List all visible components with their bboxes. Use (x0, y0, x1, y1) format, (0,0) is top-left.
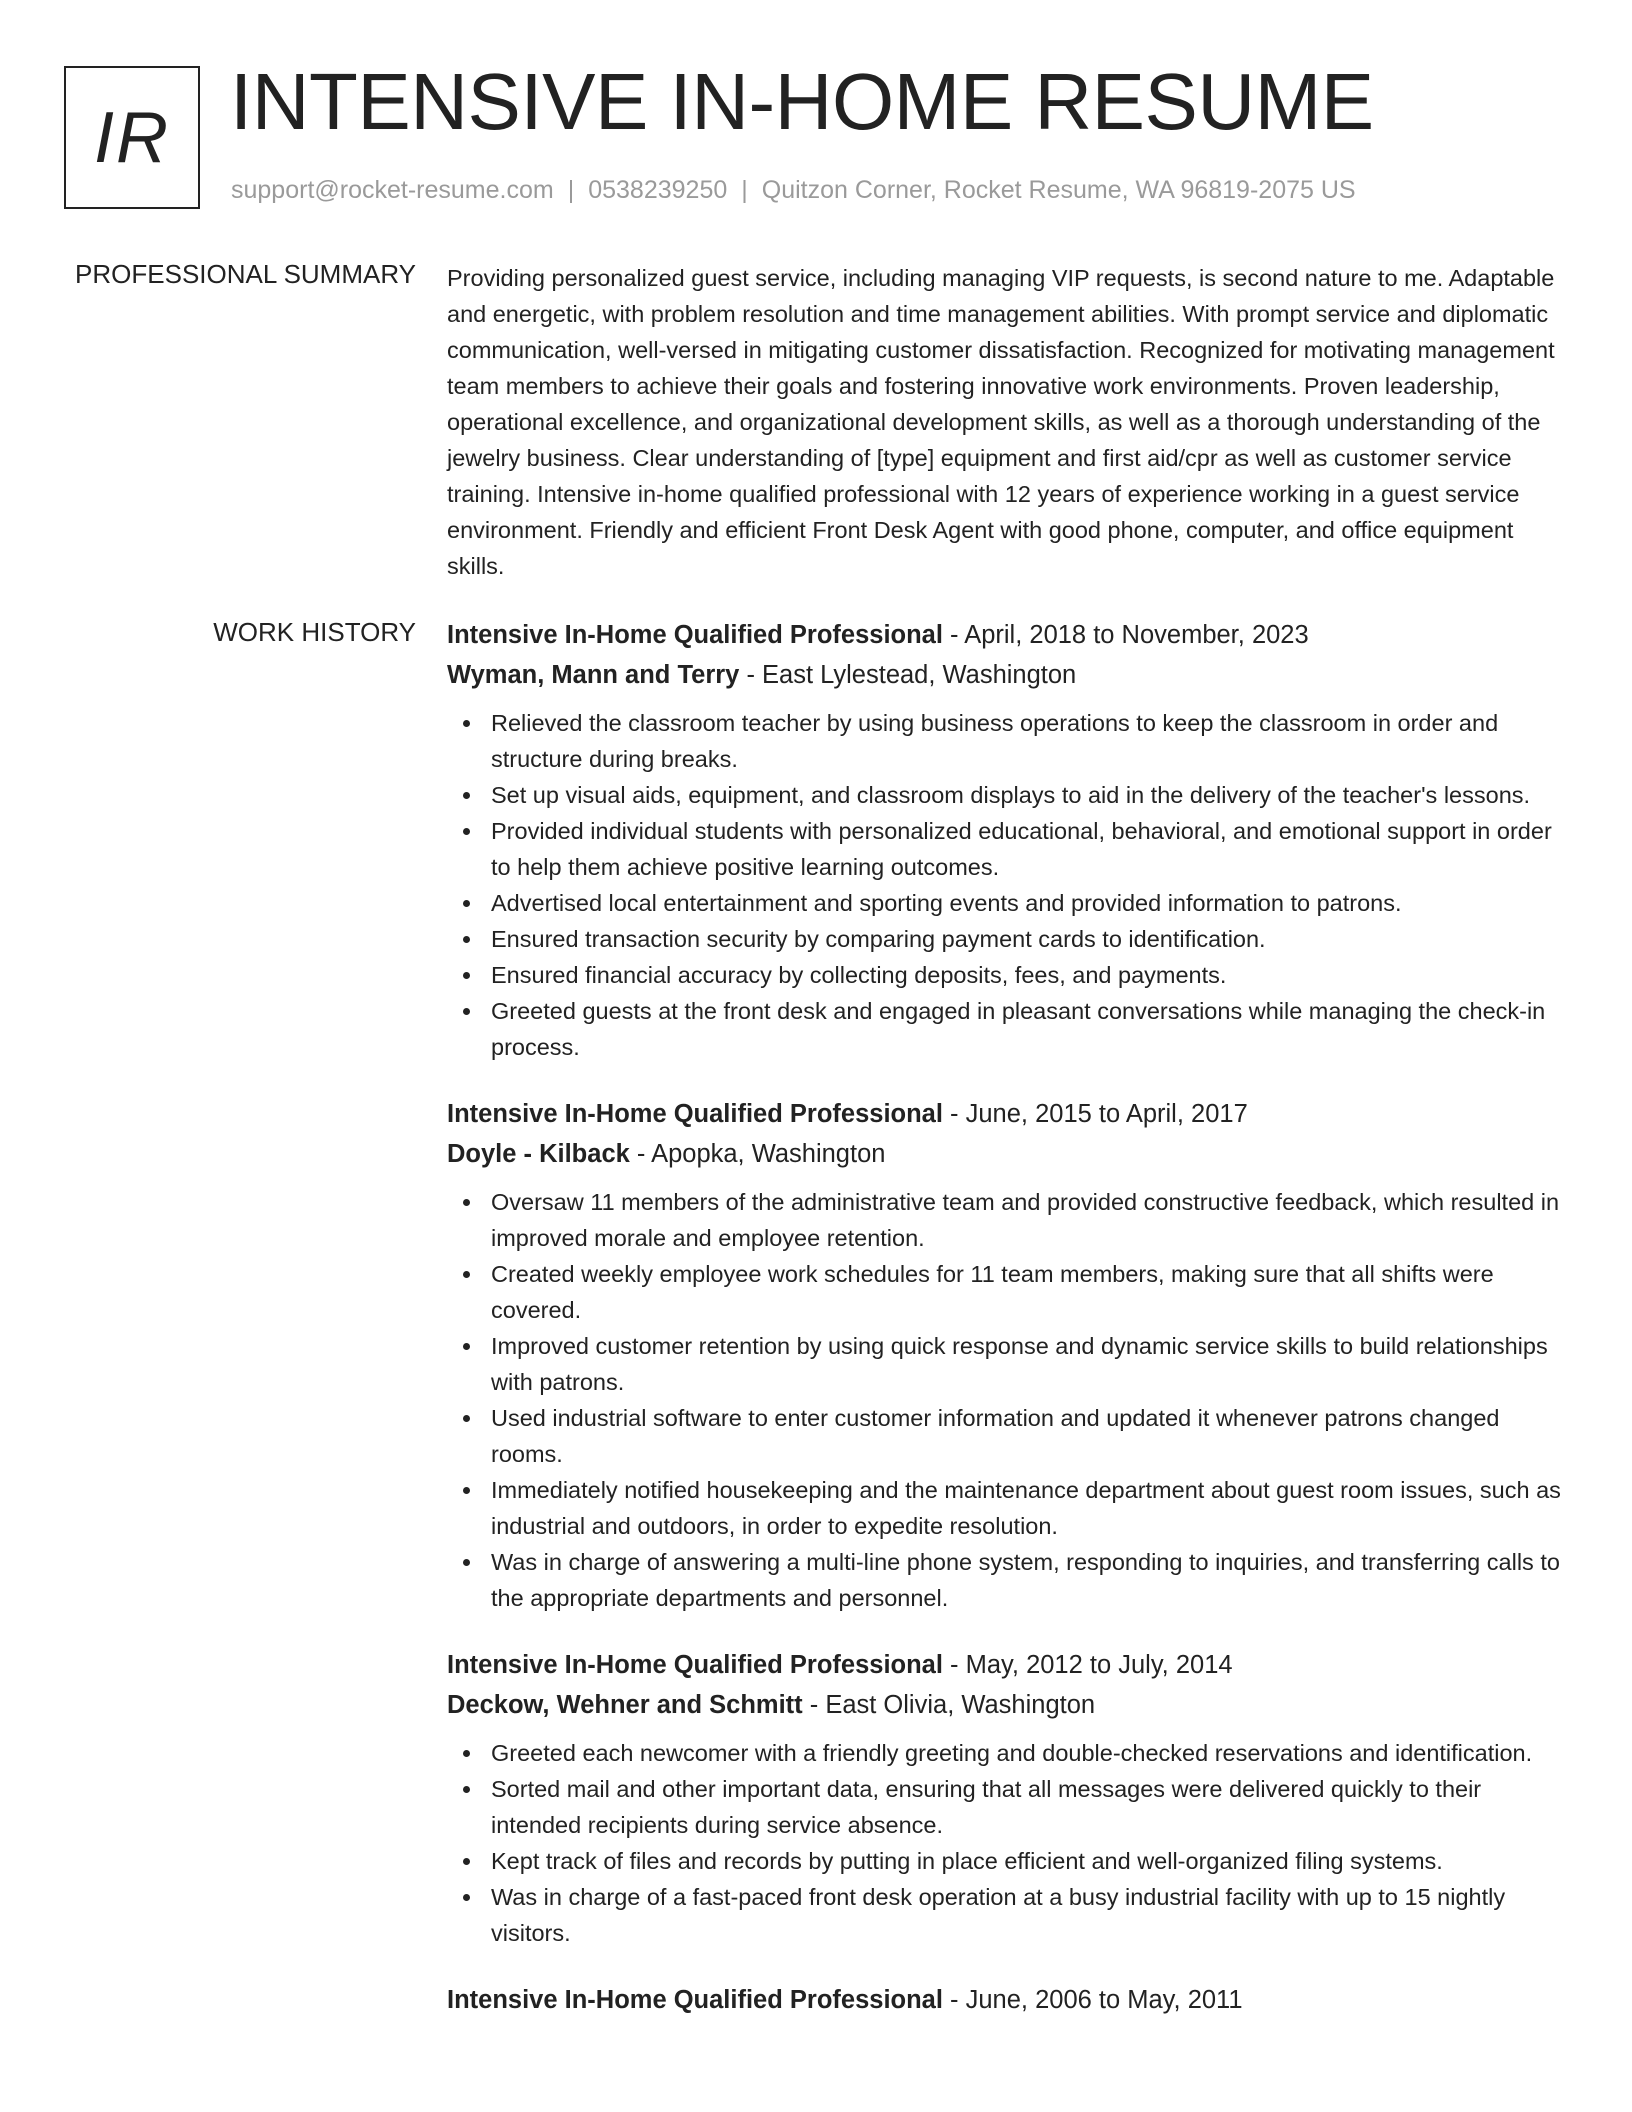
summary-section-label: PROFESSIONAL SUMMARY (75, 259, 416, 289)
monogram-initials: IR (94, 97, 170, 178)
job-bullet: Was in charge of answering a multi-line phone system, responding to inquiries, and transferring calls to the appropriate departments and personnel. (447, 1544, 1567, 1616)
job-dates: - April, 2018 to November, 2023 (942, 621, 1309, 649)
job-title: Intensive In-Home Qualified Professional (447, 1100, 943, 1128)
job-title: Intensive In-Home Qualified Professional (447, 1986, 943, 2014)
job-entry (447, 1094, 1567, 1616)
contact-phone: 0538239250 (588, 176, 728, 204)
job-bullet: Set up visual aids, equipment, and classroom displays to aid in the delivery of the teacher's lessons. (447, 777, 1567, 813)
job-dates: - June, 2015 to April, 2017 (942, 1100, 1248, 1128)
job-location: - East Lylestead, Washington (739, 661, 1077, 689)
contact-line (231, 176, 1356, 205)
job-bullet: Ensured transaction security by comparing payment cards to identification. (447, 921, 1567, 957)
job-bullet: Oversaw 11 members of the administrative team and provided constructive feedback, which resulted in improved morale and employee retention. (447, 1184, 1567, 1256)
job-bullet: Immediately notified housekeeping and the maintenance department about guest room issues, such as industrial and outdoors, in order to expedite resolution. (447, 1472, 1567, 1544)
job-title: Intensive In-Home Qualified Professional (447, 621, 943, 649)
job-entry (447, 1645, 1567, 1951)
job-bullet: Advertised local entertainment and sporting events and provided information to patrons. (447, 885, 1567, 921)
job-bullet: Improved customer retention by using quick response and dynamic service skills to build relationships with patrons. (447, 1328, 1567, 1400)
job-company-line (447, 1685, 1567, 1725)
monogram-box (64, 66, 200, 209)
job-bullet-list (447, 705, 1567, 1065)
contact-address: Quitzon Corner, Rocket Resume, WA 96819-2075 US (761, 176, 1356, 204)
job-bullet: Greeted guests at the front desk and engaged in pleasant conversations while managing the check-in process. (447, 993, 1567, 1065)
job-entry (447, 1980, 1567, 2020)
job-bullet-list (447, 1735, 1567, 1951)
job-company: Deckow, Wehner and Schmitt (447, 1691, 803, 1719)
job-title: Intensive In-Home Qualified Professional (447, 1651, 943, 1679)
job-company: Doyle - Kilback (447, 1140, 630, 1168)
job-company-line (447, 1134, 1567, 1174)
job-bullet: Provided individual students with personalized educational, behavioral, and emotional support in order to help them achieve positive learning outcomes. (447, 813, 1567, 885)
job-bullet-list (447, 1184, 1567, 1616)
summary-text: Providing personalized guest service, including managing VIP requests, is second nature to me. Adaptable and energetic, with problem resolution and time management abilities. With prompt service and diplomatic communication, well-versed in mitigating customer dissatisfaction. Recognized for motivating management team members to achieve their goals and fostering innovative work environments. Proven leadership, operational excellence, and organizational development skills, as well as a thorough understanding of the jewelry business. Clear understanding of [type] equipment and first aid/cpr as well as customer service training. Intensive in-home qualified professional with 12 years of experience working in a guest service environment. Friendly and efficient Front Desk Agent with good phone, computer, and office equipment skills. (447, 265, 1555, 579)
job-company: Wyman, Mann and Terry (447, 661, 740, 689)
job-bullet: Created weekly employee work schedules for 11 team members, making sure that all shifts were covered. (447, 1256, 1567, 1328)
work-history-section-label: WORK HISTORY (213, 617, 416, 647)
contact-separator: | (567, 176, 575, 204)
job-title-line (447, 1645, 1567, 1685)
job-bullet: Ensured financial accuracy by collecting deposits, fees, and payments. (447, 957, 1567, 993)
job-bullet: Greeted each newcomer with a friendly greeting and double-checked reservations and identification. (447, 1735, 1567, 1771)
job-title-line (447, 1094, 1567, 1134)
contact-separator: | (741, 176, 748, 204)
job-title-line (447, 1980, 1567, 2020)
job-dates: - June, 2006 to May, 2011 (942, 1986, 1243, 2014)
job-location: - Apopka, Washington (629, 1140, 886, 1168)
job-location: - East Olivia, Washington (802, 1691, 1096, 1719)
job-bullet: Relieved the classroom teacher by using business operations to keep the classroom in order and structure during breaks. (447, 705, 1567, 777)
resume-name: INTENSIVE IN-HOME RESUME (230, 57, 1374, 146)
work-history-list (447, 615, 1567, 2049)
job-dates: - May, 2012 to July, 2014 (942, 1651, 1233, 1679)
job-bullet: Was in charge of a fast-paced front desk operation at a busy industrial facility with up to 15 nightly visitors. (447, 1879, 1567, 1951)
job-title-line (447, 615, 1567, 655)
job-entry (447, 615, 1567, 1065)
contact-email: support@rocket-resume.com (231, 176, 554, 204)
job-bullet: Sorted mail and other important data, ensuring that all messages were delivered quickly to their intended recipients during service absence. (447, 1771, 1567, 1843)
job-company-line (447, 655, 1567, 695)
job-bullet: Kept track of files and records by putting in place efficient and well-organized filing systems. (447, 1843, 1567, 1879)
job-bullet: Used industrial software to enter customer information and updated it whenever patrons changed rooms. (447, 1400, 1567, 1472)
